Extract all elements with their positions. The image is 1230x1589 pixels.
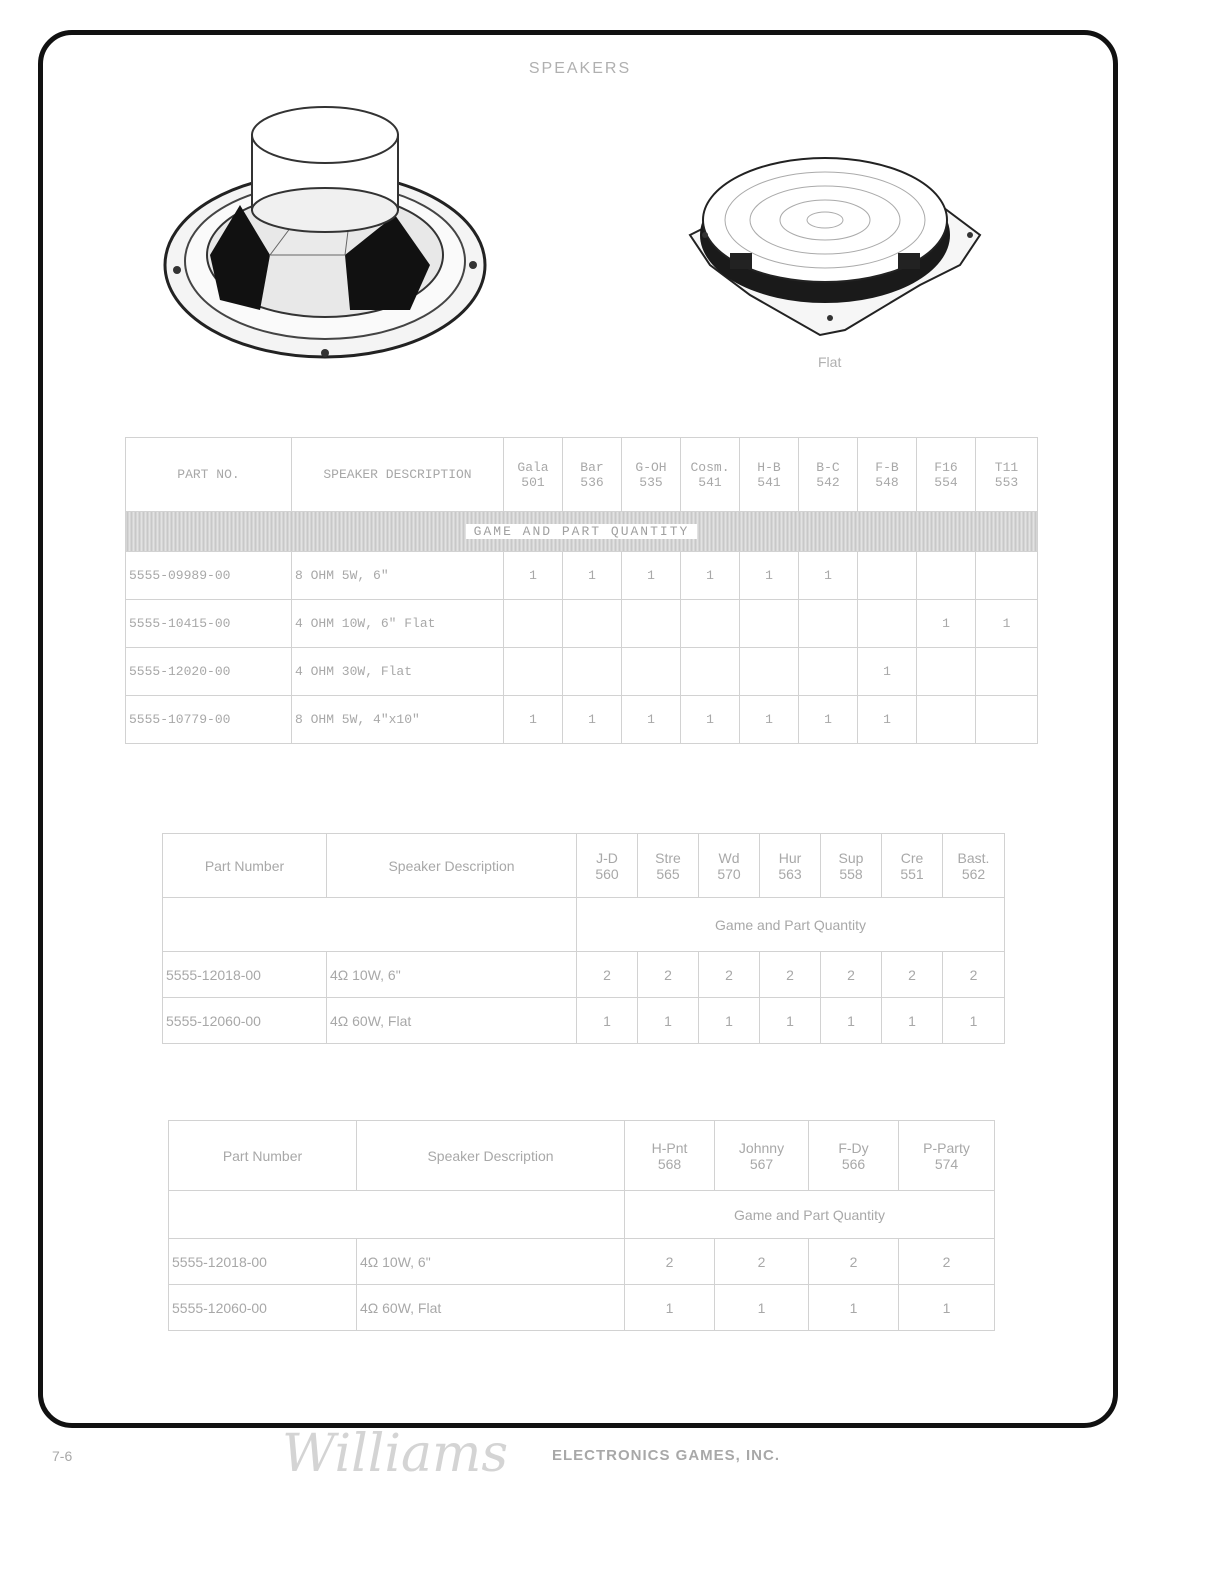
- table-row: [163, 952, 1005, 998]
- quantity-cell: [563, 648, 622, 696]
- quantity-cell: 1: [638, 998, 699, 1044]
- table-row: [126, 648, 1038, 696]
- quantity-cell: 1: [625, 1285, 715, 1331]
- quantity-cell: [976, 648, 1038, 696]
- header-game: F-B 548: [858, 438, 917, 512]
- part-number-cell: 5555-12060-00: [163, 998, 327, 1044]
- quantity-cell: 1: [681, 696, 740, 744]
- header-game: T11 553: [976, 438, 1038, 512]
- part-number-cell: 5555-12018-00: [163, 952, 327, 998]
- quantity-cell: [740, 648, 799, 696]
- quantity-cell: 1: [563, 696, 622, 744]
- quantity-cell: 2: [760, 952, 821, 998]
- quantity-cell: 2: [577, 952, 638, 998]
- quantity-cell: [976, 552, 1038, 600]
- quantity-cell: 1: [917, 600, 976, 648]
- header-game: Hur 563: [760, 834, 821, 898]
- table-band-row: [126, 512, 1038, 552]
- quantity-cell: 2: [809, 1239, 899, 1285]
- part-number-cell: 5555-12060-00: [169, 1285, 357, 1331]
- band-spacer: [163, 898, 577, 952]
- quantity-cell: 1: [740, 696, 799, 744]
- quantity-cell: 1: [809, 1285, 899, 1331]
- header-game: F16 554: [917, 438, 976, 512]
- game-quantity-band: Game and Part Quantity: [577, 898, 1005, 952]
- description-cell: 4 OHM 10W, 6" Flat: [292, 600, 504, 648]
- quantity-cell: 1: [504, 696, 563, 744]
- description-cell: 4Ω 10W, 6": [357, 1239, 625, 1285]
- flat-speaker-caption: Flat: [818, 354, 842, 370]
- quantity-cell: 2: [943, 952, 1005, 998]
- header-speaker-description: SPEAKER DESCRIPTION: [292, 438, 504, 512]
- description-cell: 4Ω 60W, Flat: [357, 1285, 625, 1331]
- quantity-cell: 1: [622, 696, 681, 744]
- quantity-cell: 1: [504, 552, 563, 600]
- quantity-cell: 1: [799, 552, 858, 600]
- header-part-number: Part Number: [169, 1121, 357, 1191]
- table-band-row: [163, 898, 1005, 952]
- header-game: G-OH 535: [622, 438, 681, 512]
- header-game: Johnny 567: [715, 1121, 809, 1191]
- band-spacer: [169, 1191, 625, 1239]
- description-cell: 4 OHM 30W, Flat: [292, 648, 504, 696]
- quantity-cell: [917, 648, 976, 696]
- quantity-cell: [504, 600, 563, 648]
- quantity-cell: 1: [943, 998, 1005, 1044]
- header-speaker-description: Speaker Description: [357, 1121, 625, 1191]
- flat-speaker-illustration: [670, 135, 1000, 345]
- quantity-cell: [622, 648, 681, 696]
- quantity-cell: [917, 696, 976, 744]
- quantity-cell: [681, 600, 740, 648]
- footer-company-text: ELECTRONICS GAMES, INC.: [552, 1447, 781, 1464]
- table-row: [169, 1285, 995, 1331]
- quantity-cell: 1: [760, 998, 821, 1044]
- part-number-cell: 5555-10779-00: [126, 696, 292, 744]
- part-number-cell: 5555-10415-00: [126, 600, 292, 648]
- quantity-cell: 2: [715, 1239, 809, 1285]
- header-game: Wd 570: [699, 834, 760, 898]
- quantity-cell: 1: [882, 998, 943, 1044]
- description-cell: 4Ω 60W, Flat: [327, 998, 577, 1044]
- header-speaker-description: Speaker Description: [327, 834, 577, 898]
- quantity-cell: 1: [821, 998, 882, 1044]
- table-header-row: [126, 438, 1038, 512]
- table-header-row: [169, 1121, 995, 1191]
- description-cell: 8 OHM 5W, 4"x10": [292, 696, 504, 744]
- header-game: Bar 536: [563, 438, 622, 512]
- quantity-cell: 2: [899, 1239, 995, 1285]
- table-row: [126, 552, 1038, 600]
- speaker-parts-table-1: [125, 437, 1038, 744]
- quantity-cell: [917, 552, 976, 600]
- quantity-cell: [504, 648, 563, 696]
- header-game: H-Pnt 568: [625, 1121, 715, 1191]
- header-game: P-Party 574: [899, 1121, 995, 1191]
- quantity-cell: 1: [715, 1285, 809, 1331]
- williams-logo: Williams: [282, 1424, 509, 1484]
- quantity-cell: 2: [699, 952, 760, 998]
- header-game: Sup 558: [821, 834, 882, 898]
- quantity-cell: 1: [577, 998, 638, 1044]
- quantity-cell: 1: [699, 998, 760, 1044]
- description-cell: 4Ω 10W, 6": [327, 952, 577, 998]
- header-game: J-D 560: [577, 834, 638, 898]
- quantity-cell: 2: [882, 952, 943, 998]
- quantity-cell: 1: [899, 1285, 995, 1331]
- game-quantity-band: GAME AND PART QUANTITY: [126, 512, 1038, 552]
- quantity-cell: 2: [821, 952, 882, 998]
- quantity-cell: 2: [638, 952, 699, 998]
- quantity-cell: [799, 600, 858, 648]
- header-game: Cosm. 541: [681, 438, 740, 512]
- header-game: Stre 565: [638, 834, 699, 898]
- quantity-cell: 1: [858, 696, 917, 744]
- table-row: [126, 696, 1038, 744]
- quantity-cell: 1: [681, 552, 740, 600]
- quantity-cell: 1: [976, 600, 1038, 648]
- header-game: Gala 501: [504, 438, 563, 512]
- page-number: 7-6: [52, 1448, 73, 1464]
- quantity-cell: 1: [622, 552, 681, 600]
- header-game: Cre 551: [882, 834, 943, 898]
- game-quantity-band: Game and Part Quantity: [625, 1191, 995, 1239]
- table-band-row: [169, 1191, 995, 1239]
- quantity-cell: 1: [858, 648, 917, 696]
- table-header-row: [163, 834, 1005, 898]
- description-cell: 8 OHM 5W, 6": [292, 552, 504, 600]
- header-game: H-B 541: [740, 438, 799, 512]
- quantity-cell: 1: [740, 552, 799, 600]
- table-row: [169, 1239, 995, 1285]
- speaker-parts-table-2: [162, 833, 1005, 1044]
- quantity-cell: [681, 648, 740, 696]
- quantity-cell: [622, 600, 681, 648]
- quantity-cell: [799, 648, 858, 696]
- quantity-cell: [740, 600, 799, 648]
- quantity-cell: [976, 696, 1038, 744]
- part-number-cell: 5555-12020-00: [126, 648, 292, 696]
- part-number-cell: 5555-09989-00: [126, 552, 292, 600]
- quantity-cell: 1: [563, 552, 622, 600]
- header-part-number: PART NO.: [126, 438, 292, 512]
- table-row: [163, 998, 1005, 1044]
- quantity-cell: 1: [799, 696, 858, 744]
- part-number-cell: 5555-12018-00: [169, 1239, 357, 1285]
- quantity-cell: [858, 600, 917, 648]
- page-title: SPEAKERS: [528, 60, 632, 77]
- table-row: [126, 600, 1038, 648]
- quantity-cell: 2: [625, 1239, 715, 1285]
- header-game: B-C 542: [799, 438, 858, 512]
- header-part-number: Part Number: [163, 834, 327, 898]
- header-game: F-Dy 566: [809, 1121, 899, 1191]
- quantity-cell: [858, 552, 917, 600]
- header-game: Bast. 562: [943, 834, 1005, 898]
- speaker-parts-table-3: [168, 1120, 995, 1331]
- cone-speaker-illustration: [160, 105, 500, 365]
- quantity-cell: [563, 600, 622, 648]
